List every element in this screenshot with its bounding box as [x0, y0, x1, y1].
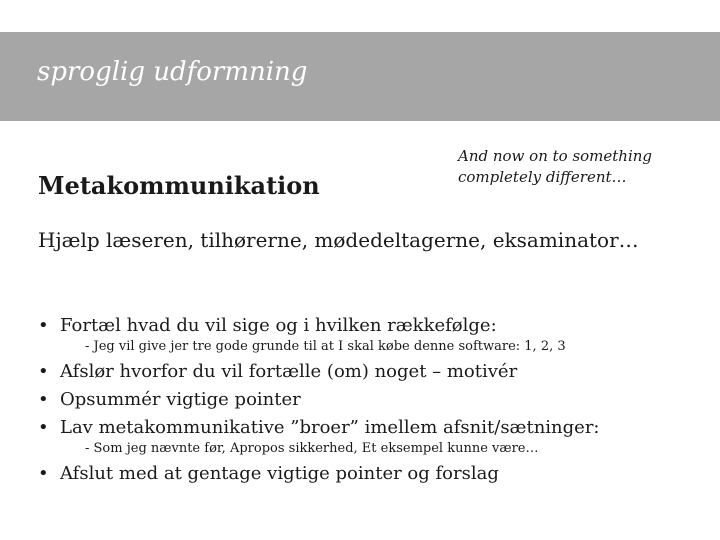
- bullet-item: [38, 460, 708, 488]
- bullet-marker: •: [38, 389, 49, 410]
- bullet-marker: •: [38, 315, 49, 336]
- bullet-text: Lav metakommunikative ”broer” imellem afsnit/sætninger:: [60, 417, 600, 438]
- bullet-list: [38, 312, 708, 488]
- aside-note: And now on to something completely different…: [458, 147, 653, 186]
- bullet-row: [38, 414, 708, 442]
- bullet-marker: •: [38, 417, 49, 438]
- bullet-row: [38, 358, 708, 386]
- sub-item: - Som jeg nævnte før, Apropos sikkerhed, Et eksempel kunne være…: [85, 441, 539, 456]
- bullet-row: [38, 460, 708, 488]
- sub-item: - Jeg vil give jer tre gode grunde til at I skal købe denne software: 1, 2, 3: [85, 339, 566, 354]
- bullet-item: [38, 386, 708, 414]
- slide-heading: Metakommunikation: [38, 171, 320, 200]
- bullet-item: [38, 358, 708, 386]
- bullet-text: Opsummér vigtige pointer: [60, 389, 301, 410]
- intro-text: Hjælp læseren, tilhørerne, mødedeltagerne, eksaminator…: [38, 228, 639, 252]
- bullet-text: Afslør hvorfor du vil fortælle (om) noget – motivér: [60, 361, 518, 382]
- bullet-row: [38, 312, 708, 340]
- bullet-item: [38, 312, 708, 356]
- bullet-item: [38, 414, 708, 458]
- bullet-text: Fortæl hvad du vil sige og i hvilken rækkefølge:: [60, 315, 497, 336]
- bullet-row: [38, 386, 708, 414]
- bullet-text: Afslut med at gentage vigtige pointer og forslag: [60, 463, 499, 484]
- bullet-marker: •: [38, 361, 49, 382]
- section-title: sproglig udformning: [37, 57, 308, 87]
- bullet-marker: •: [38, 463, 49, 484]
